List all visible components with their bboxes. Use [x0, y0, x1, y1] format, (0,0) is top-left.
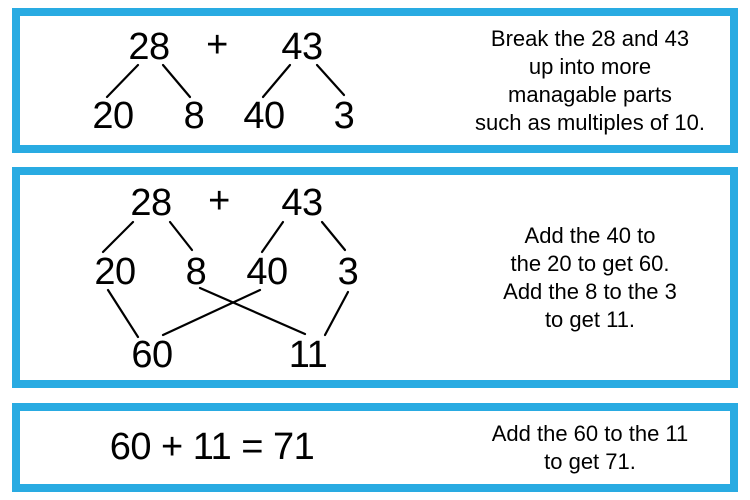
caption-line: the 20 to get 60.: [510, 250, 670, 276]
step1-plus-sign: +: [206, 24, 228, 66]
connector-line: [163, 290, 260, 335]
caption-line: managable parts: [508, 81, 672, 107]
connector-line: [108, 290, 138, 337]
caption-line: up into more: [528, 53, 652, 79]
caption-line: such as multiples of 10.: [475, 109, 705, 135]
connector-line: [322, 222, 345, 250]
connector-line: [263, 65, 290, 97]
caption-line: Add the 40 to: [524, 222, 656, 248]
step1-decomposition-svg: [20, 16, 450, 145]
caption-line: Add the 8 to the 3: [503, 278, 677, 304]
step1-part-8: 8: [183, 95, 205, 137]
step2-caption: [450, 175, 730, 380]
step2-part-20: 20: [94, 251, 136, 293]
step2-addend-left: 28: [130, 182, 172, 224]
connector-line: [262, 222, 283, 252]
step1-part-3: 3: [333, 95, 355, 137]
connector-line: [107, 65, 138, 97]
step2-diagram: [20, 175, 450, 385]
connector-line: [317, 65, 344, 95]
step2-plus-sign: +: [208, 180, 230, 222]
step1-caption: [450, 16, 730, 145]
step2-sum-11: 11: [288, 334, 328, 376]
step2-part-40: 40: [246, 251, 288, 293]
connector-line: [163, 65, 190, 97]
final-equation: 60 + 11 = 71: [109, 426, 315, 468]
step1-part-40: 40: [243, 95, 285, 137]
step2-part-3: 3: [337, 251, 359, 293]
step1-part-20: 20: [92, 95, 134, 137]
connector-line: [103, 222, 133, 252]
connector-line: [325, 292, 348, 335]
step3-caption: [450, 411, 730, 484]
step1-addend-right: 43: [281, 26, 323, 68]
step1-addend-left: 28: [128, 26, 170, 68]
caption-line: Add the 60 to the 11: [491, 420, 689, 446]
caption-line: Break the 28 and 43: [490, 25, 690, 51]
caption-line: to get 71.: [544, 448, 636, 474]
step2-part-8: 8: [185, 251, 207, 293]
step2-sum-60: 60: [131, 334, 173, 376]
caption-line: to get 11.: [544, 306, 636, 332]
step1-diagram: [20, 16, 450, 150]
step2-regroup-svg: [20, 175, 450, 380]
step3-panel: [12, 403, 738, 492]
connector-line: [170, 222, 192, 250]
step2-panel: [12, 167, 738, 388]
step2-addend-right: 43: [281, 182, 323, 224]
step1-panel: [12, 8, 738, 153]
